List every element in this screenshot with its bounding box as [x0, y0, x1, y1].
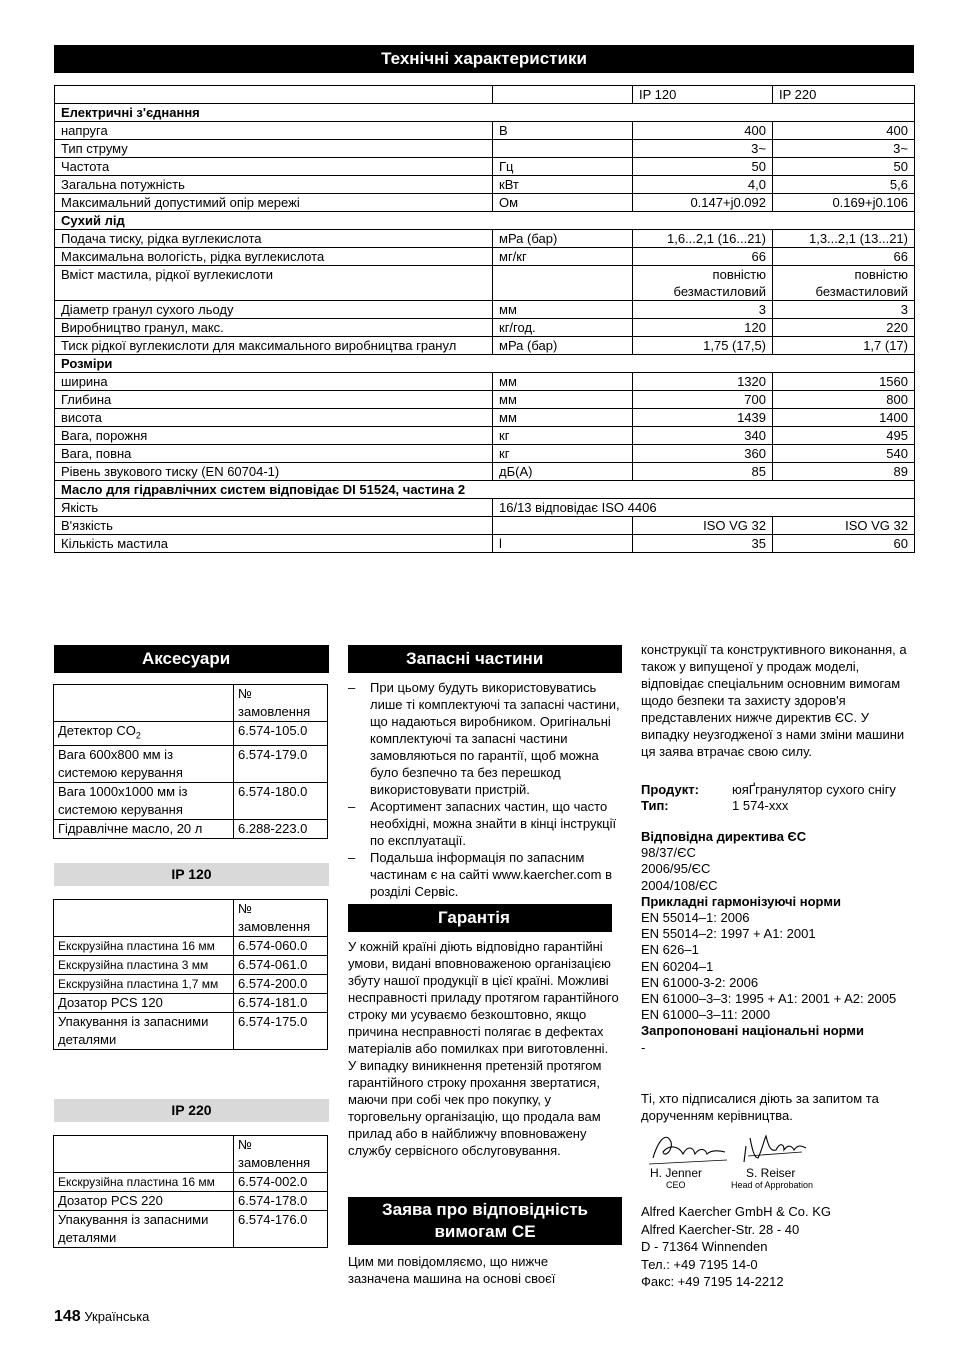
row-value: 16/13 відповідає ISO 4406 [493, 499, 915, 517]
order-header: № замовлення [234, 685, 328, 722]
row-unit [493, 517, 633, 535]
table-row [54, 1136, 328, 1173]
value-ip220: 50 [773, 158, 915, 176]
footer [54, 1308, 149, 1326]
row-unit: мм [493, 373, 633, 391]
address-line: D - 71364 Winnenden [641, 1239, 768, 1255]
value-ip120: 85 [633, 463, 773, 481]
value-ip120: 3 [633, 301, 773, 319]
item-name: Екскрузійна пластина 16 мм [54, 937, 234, 956]
row-label: Подача тиску, рідка вуглекислота [55, 230, 493, 248]
value-ip220: 495 [773, 427, 915, 445]
row-unit: кг [493, 427, 633, 445]
row-label: напруга [55, 122, 493, 140]
value-ip220: 66 [773, 248, 915, 266]
section-row [55, 212, 915, 230]
section-heading: Розміри [55, 355, 915, 373]
table-row [54, 782, 328, 819]
signer1-role: CEO [666, 1180, 686, 1190]
row-label: Кількість мастила [55, 535, 493, 553]
value-ip220: ISO VG 32 [773, 517, 915, 535]
national-title: Запропоновані національні норми [641, 1023, 865, 1039]
spec-table [54, 85, 915, 553]
row-unit: l [493, 535, 633, 553]
row-label: Якість [55, 499, 493, 517]
col-header-ip220: IP 220 [773, 86, 915, 104]
value-ip120: 360 [633, 445, 773, 463]
table-row [54, 722, 328, 746]
value-ip220: 3 [773, 301, 915, 319]
directive-item: 2006/95/ЄС [641, 861, 711, 877]
value-ip220: 3~ [773, 140, 915, 158]
row-unit: мм [493, 301, 633, 319]
table-row [54, 994, 328, 1013]
ce-continued: конструкції та конструктивного виконання, а також у випущеної у продаж моделі, відповідає спеціальним основним вимогам щодо безпеки та захисту здоров'я представлених нижче директив ЄС. У випадку неузгодженої з нами зміни машини ця заява втрачає свою силу. [641, 642, 907, 759]
norm-item: EN 55014–1: 2006 [641, 910, 750, 926]
item-name: Упакування із запасними деталями [54, 1013, 234, 1050]
list-item: – Подальша інформація по запасним частинам є на сайті www.kaercher.com в розділі Сервіс. [348, 849, 624, 900]
row-label: Рівень звукового тиску (EN 60704-1) [55, 463, 493, 481]
table-row [54, 819, 328, 838]
item-name: Екскрузійна пластина 16 мм [54, 1173, 234, 1192]
row-unit: кВт [493, 176, 633, 194]
value-ip120: 1,75 (17,5) [633, 337, 773, 355]
value-ip220: 220 [773, 319, 915, 337]
table-row [55, 230, 915, 248]
row-unit: дБ(А) [493, 463, 633, 481]
table-row [55, 248, 915, 266]
row-unit: мм [493, 391, 633, 409]
value-ip120: 1,6...2,1 (16...21) [633, 230, 773, 248]
row-label: Частота [55, 158, 493, 176]
table-row [55, 140, 915, 158]
section-row [55, 104, 915, 122]
warranty-text: У кожній країні діють відповідно гарантійні умови, видані вповноваженою організацією збуту нашої продукції в цієї країні. Можливі несправності приладу протягом гарантійного строку ми усуваємо безкоштовно, якщо причина несправності полягає в дефектах матеріалів або помилках при виготовленні. У випадку виникнення претензій протягом гарантійного строку прохання звертатися, маючи при собі чек про покупку, у торговельну організацію, що продала вам прилад або в найближчу вповноважену службу сервісного обслуговування. [348, 939, 619, 1158]
table-row [54, 975, 328, 994]
item-name: Дозатор PCS 220 [54, 1192, 234, 1211]
item-name: Екскрузійна пластина 1,7 мм [54, 975, 234, 994]
table-row [54, 900, 328, 937]
col-header-ip120: IP 120 [633, 86, 773, 104]
section-heading: Сухий лід [55, 212, 915, 230]
item-code: 6.574-181.0 [234, 994, 328, 1013]
item-code: 6.574-179.0 [234, 745, 328, 782]
address-block [641, 1203, 916, 1291]
value-ip220: 1,3...2,1 (13...21) [773, 230, 915, 248]
item-name: Екскрузійна пластина 3 мм [54, 956, 234, 975]
value-ip220: 5,6 [773, 176, 915, 194]
signer2-name: S. Reiser [746, 1166, 796, 1180]
table-row [55, 301, 915, 319]
directive-item: 2004/108/ЄС [641, 877, 718, 893]
value-ip220: 1560 [773, 373, 915, 391]
row-label: Вміст мастила, рідкої вуглекислоти [55, 266, 493, 301]
type-value: 1 574-xxx [732, 798, 789, 813]
table-row [54, 685, 328, 722]
value-ip120: 50 [633, 158, 773, 176]
spare-parts-list [348, 679, 624, 900]
accessories-table [53, 684, 328, 839]
row-unit [493, 140, 633, 158]
table-row [54, 1211, 328, 1248]
table-row [54, 937, 328, 956]
signer2-role: Head of Approbation [731, 1180, 814, 1190]
norm-item: EN 55014–2: 1997 + A1: 2001 [641, 926, 816, 942]
value-ip220: повністю безмастиловий [773, 266, 915, 301]
item-code: 6.574-061.0 [234, 956, 328, 975]
table-row [55, 158, 915, 176]
row-unit: мм [493, 409, 633, 427]
row-label: Глибина [55, 391, 493, 409]
row-label: Максимальна вологість, рідка вуглекислота [55, 248, 493, 266]
row-unit: Гц [493, 158, 633, 176]
row-label: Вага, повна [55, 445, 493, 463]
list-item: – Асортимент запасних частин, що часто необхідні, можна знайти в кінці інструкції по експлуатації. [348, 798, 624, 849]
product-line [641, 781, 921, 798]
row-label: Тиск рідкої вуглекислоти для максимального виробництва гранул [55, 337, 493, 355]
row-label: Загальна потужність [55, 176, 493, 194]
type-line [641, 797, 921, 814]
signed-text: Ті, хто підписалися діють за запитом та дорученням керівництва. [641, 1091, 879, 1123]
section-row [55, 355, 915, 373]
item-code: 6.574-105.0 [234, 722, 328, 746]
row-label: висота [55, 409, 493, 427]
item-code: 6.574-176.0 [234, 1211, 328, 1248]
item-code: 6.574-178.0 [234, 1192, 328, 1211]
value-ip220: 60 [773, 535, 915, 553]
value-ip120: 4,0 [633, 176, 773, 194]
value-ip120: 400 [633, 122, 773, 140]
value-ip120: 3~ [633, 140, 773, 158]
row-label: Тип струму [55, 140, 493, 158]
table-row [54, 1173, 328, 1192]
row-unit: кг [493, 445, 633, 463]
row-unit [493, 266, 633, 301]
product-value: юяҐгранулятор сухого снігу [732, 782, 896, 797]
table-row [55, 409, 915, 427]
item-name: Вага 1000x1000 мм із системою керування [54, 782, 234, 819]
directive-item: 98/37/ЄС [641, 845, 696, 861]
section-heading: Електричні з'єднання [55, 104, 915, 122]
value-ip220: 0.169+j0.106 [773, 194, 915, 212]
table-row [55, 373, 915, 391]
table-row [54, 956, 328, 975]
footer-language: Українська [84, 1309, 150, 1324]
table-row [55, 463, 915, 481]
item-name: Упакування із запасними деталями [54, 1211, 234, 1248]
table-row [55, 266, 915, 301]
address-line: Alfred Kaercher-Str. 28 - 40 [641, 1221, 800, 1237]
spare-parts-title: Запасні частини [348, 645, 622, 673]
table-row [55, 337, 915, 355]
item-name: Гідравлічне масло, 20 л [54, 819, 234, 838]
row-unit: кг/год. [493, 319, 633, 337]
norms-title: Прикладні гармонізуючі норми [641, 893, 841, 909]
accessories-title: Аксесуари [54, 645, 329, 673]
list-item: – При цьому будуть використовуватись лише ті комплектуючі та запасні частини, що надаються виробником. Оригінальні комплектуючі та запасні частини замовляються по гарантії, щоб можна було безпечно та без перешкод використовувати пристрій. [348, 679, 624, 798]
section-row [55, 481, 915, 499]
row-label: Вага, порожня [55, 427, 493, 445]
page-number: 148 [54, 1308, 81, 1325]
spec-header-row [55, 86, 915, 104]
item-code: 6.574-180.0 [234, 782, 328, 819]
row-unit: мРа (бар) [493, 230, 633, 248]
address-line: Alfred Kaercher GmbH & Co. KG [641, 1204, 832, 1219]
table-row [54, 1192, 328, 1211]
address-line: Тел.: +49 7195 14-0 [641, 1256, 758, 1272]
row-label: Виробництво гранул, макс. [55, 319, 493, 337]
order-header: № замовлення [234, 900, 328, 937]
table-row [55, 427, 915, 445]
row-label: ширина [55, 373, 493, 391]
value-ip120: 120 [633, 319, 773, 337]
value-ip220: 400 [773, 122, 915, 140]
norm-item: EN 61000-3-2: 2006 [641, 974, 759, 990]
table-row [55, 445, 915, 463]
value-ip120: 700 [633, 391, 773, 409]
section-heading: Масло для гідравлічних систем відповідає DI 51524, частина 2 [55, 481, 915, 499]
value-ip220: 1,7 (17) [773, 337, 915, 355]
page-title: Технічні характеристики [54, 45, 914, 73]
table-row [54, 745, 328, 782]
value-ip120: 1439 [633, 409, 773, 427]
type-label: Тип: [641, 798, 669, 813]
row-unit: Ом [493, 194, 633, 212]
value-ip120: 340 [633, 427, 773, 445]
table-row [55, 391, 915, 409]
item-code: 6.288-223.0 [234, 819, 328, 838]
table-row [55, 535, 915, 553]
row-unit: В [493, 122, 633, 140]
table-row [55, 176, 915, 194]
product-label: Продукт: [641, 782, 699, 797]
norm-item: EN 61000–3–11: 2000 [641, 1007, 771, 1023]
warranty-title: Гарантія [348, 904, 612, 932]
value-ip220: 1400 [773, 409, 915, 427]
value-ip220: 89 [773, 463, 915, 481]
value-ip120: ISO VG 32 [633, 517, 773, 535]
ce-intro: Цим ми повідомляємо, що нижче зазначена машина на основі своєї [348, 1254, 556, 1286]
item-code: 6.574-200.0 [234, 975, 328, 994]
norm-item: EN 626–1 [641, 942, 699, 958]
item-code: 6.574-175.0 [234, 1013, 328, 1050]
row-unit: мг/кг [493, 248, 633, 266]
ip120-table [53, 899, 328, 1050]
table-row [54, 1013, 328, 1050]
ce-title: Заява про відповідність вимогам СЕ [348, 1197, 622, 1245]
item-name: Детектор $CO_2$ [54, 722, 234, 746]
item-code: 6.574-060.0 [234, 937, 328, 956]
national-value: - [641, 1039, 646, 1055]
item-code: 6.574-002.0 [234, 1173, 328, 1192]
row-label: В'язкість [55, 517, 493, 535]
value-ip120: 35 [633, 535, 773, 553]
norm-item: EN 60204–1 [641, 958, 714, 974]
ip220-table [53, 1135, 328, 1248]
row-label: Максимальний допустимий опір мережі [55, 194, 493, 212]
item-name: Дозатор PCS 120 [54, 994, 234, 1013]
value-ip120: 0.147+j0.092 [633, 194, 773, 212]
ip220-heading: IP 220 [54, 1099, 329, 1122]
value-ip120: 66 [633, 248, 773, 266]
signer1-name: H. Jenner [650, 1166, 703, 1180]
signature-jenner [645, 1128, 735, 1168]
item-name: Вага 600x800 мм із системою керування [54, 745, 234, 782]
row-label: Діаметр гранул сухого льоду [55, 301, 493, 319]
value-ip220: 540 [773, 445, 915, 463]
order-header: № замовлення [234, 1136, 328, 1173]
signature-reiser [738, 1128, 818, 1168]
directives-block [641, 829, 921, 1056]
directives-title: Відповідна директива ЄС [641, 829, 807, 844]
table-row [55, 499, 915, 517]
value-ip220: 800 [773, 391, 915, 409]
table-row [55, 517, 915, 535]
value-ip120: повністю безмастиловий [633, 266, 773, 301]
value-ip120: 1320 [633, 373, 773, 391]
table-row [55, 122, 915, 140]
ip120-heading: IP 120 [54, 863, 329, 886]
table-row [55, 319, 915, 337]
table-row [55, 194, 915, 212]
norm-item: EN 61000–3–3: 1995 + A1: 2001 + A2: 2005 [641, 991, 897, 1007]
address-line: Факс: +49 7195 14-2212 [641, 1274, 784, 1290]
row-unit: мРа (бар) [493, 337, 633, 355]
